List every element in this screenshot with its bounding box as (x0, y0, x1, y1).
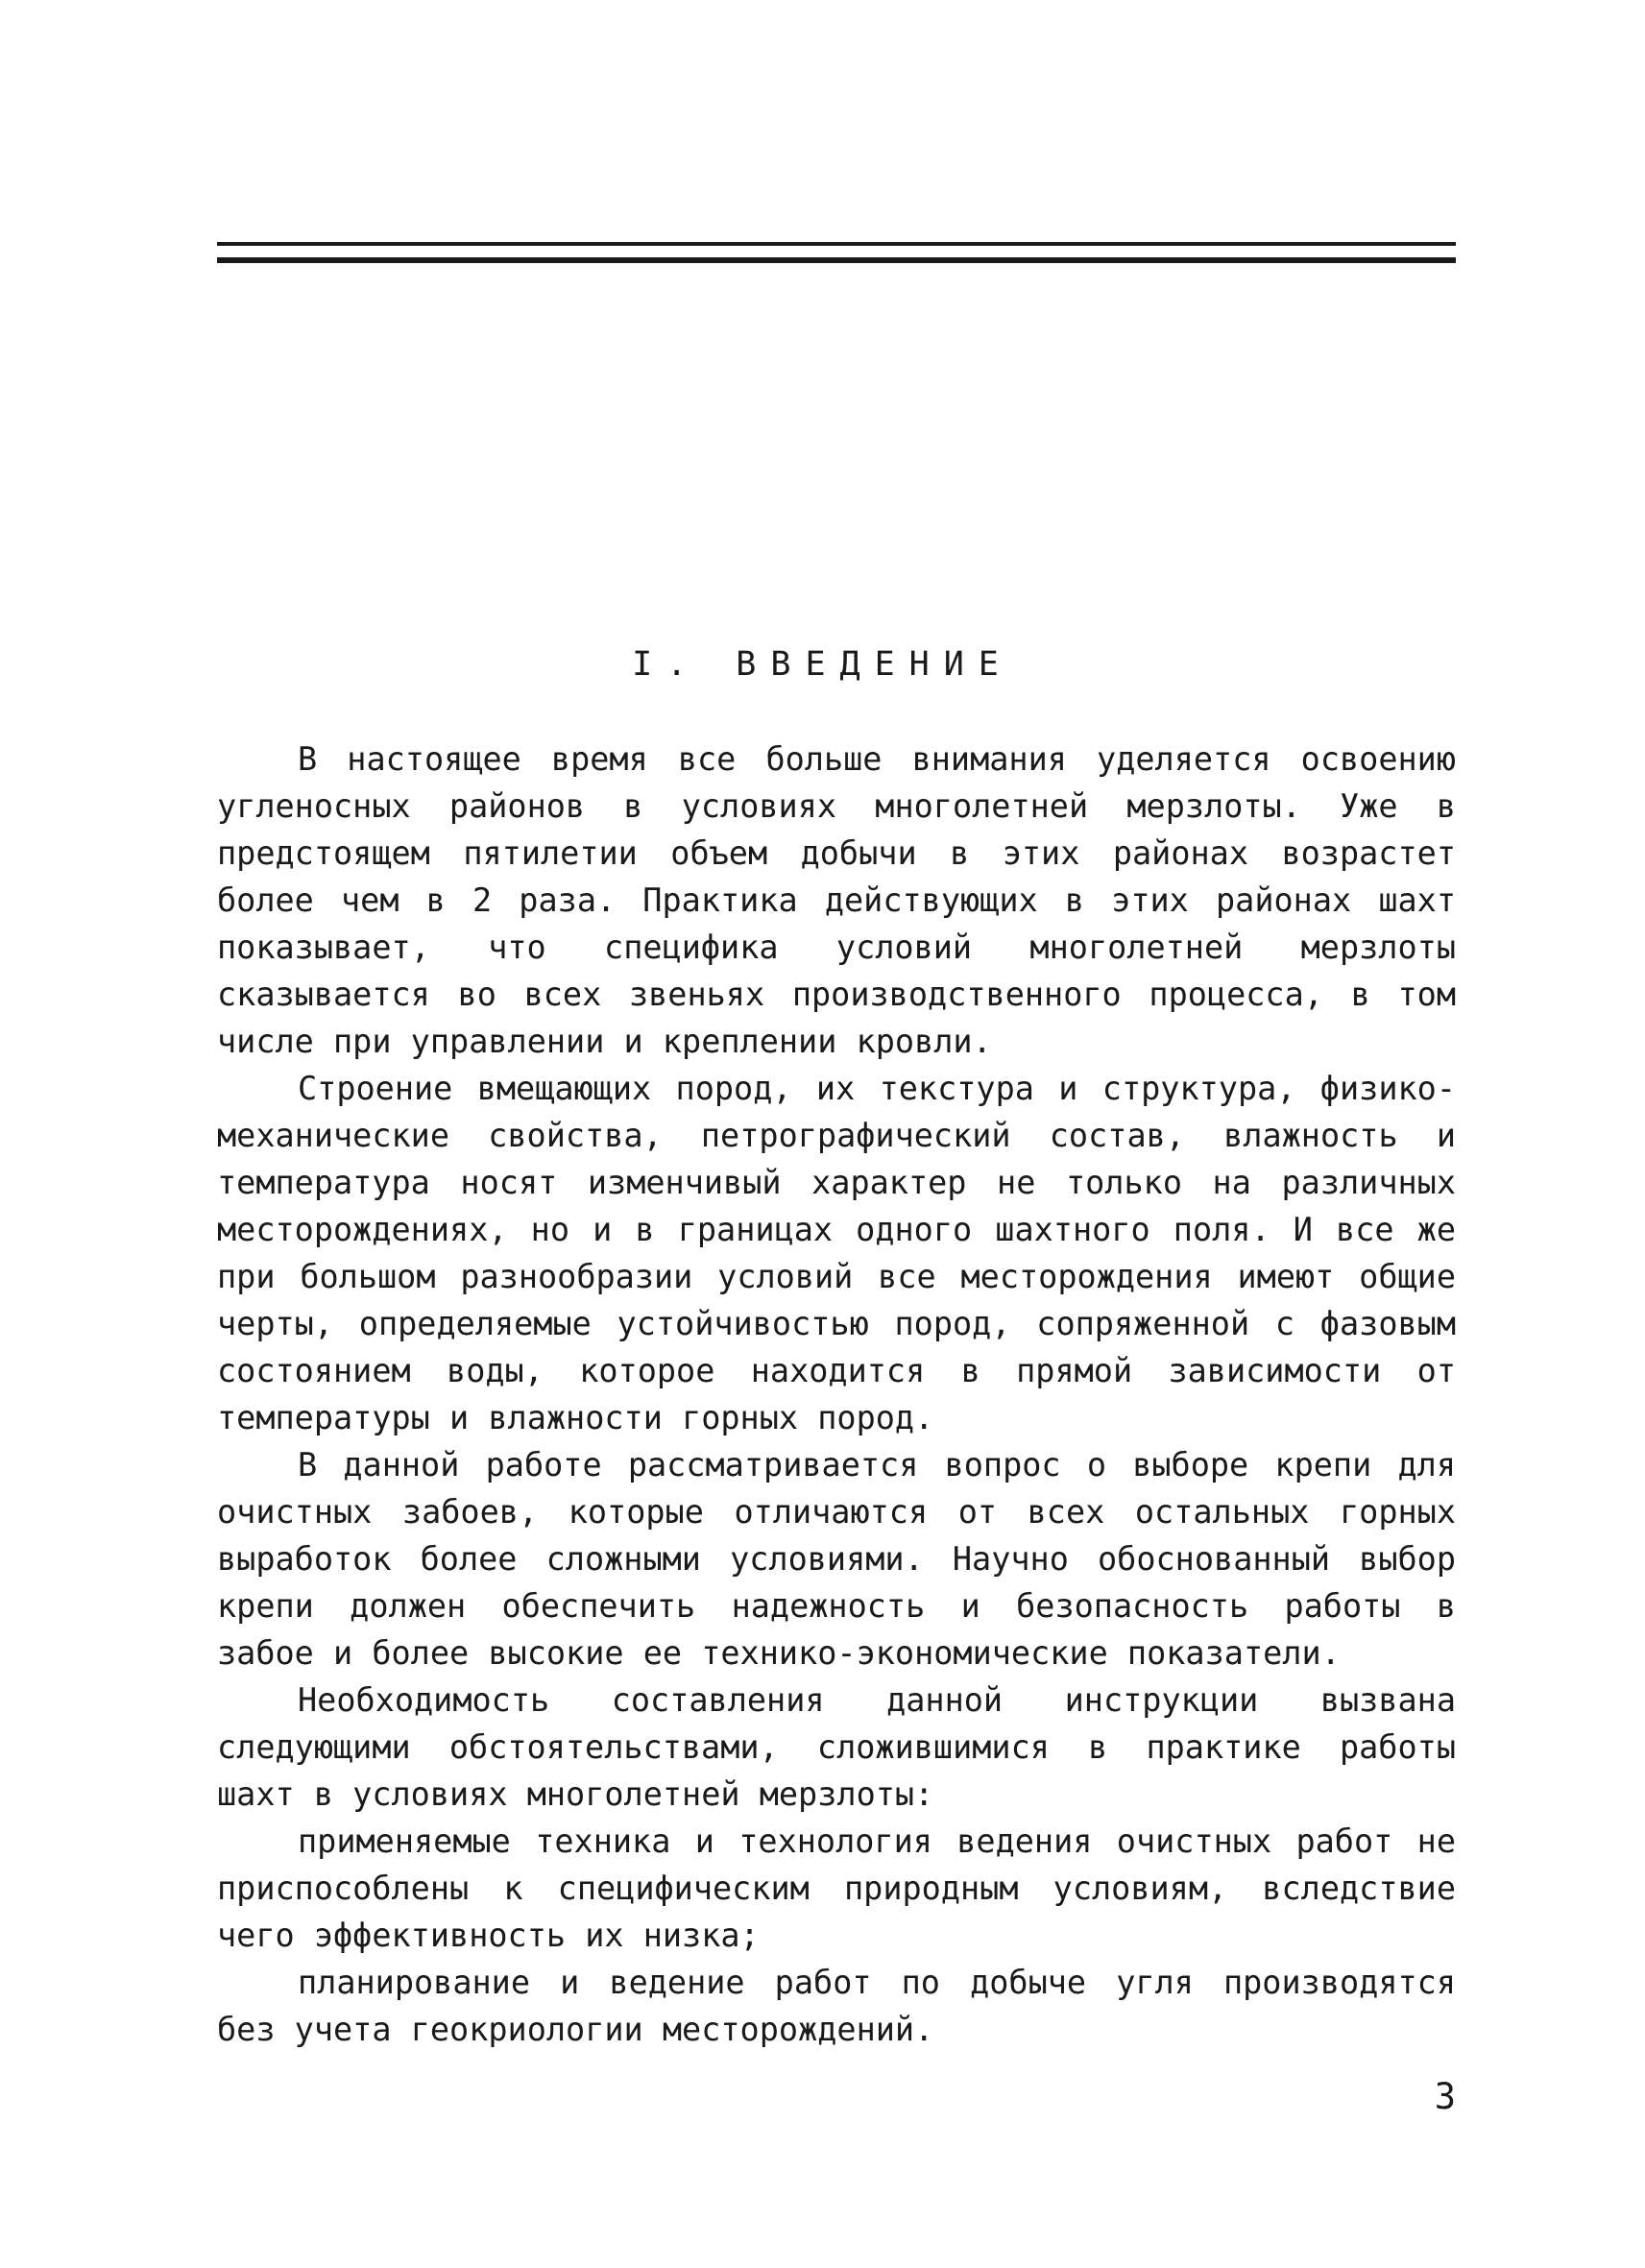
header-rule-top (217, 242, 1456, 246)
paragraph-work-scope: В данной работе рассматривается вопрос о выборе крепи для очистных забоев, которые отличаются от всех остальных горных выработок более сложными условиями. Научно обоснованный выбор крепи должен обеспечить надежность и безопасность работы в забое и более высокие ее технико-экономические показатели. (217, 1446, 1456, 1672)
section-heading: I. ВВЕДЕНИЕ (632, 645, 1013, 684)
header-rule-bottom (217, 257, 1456, 263)
paragraph-intro: В настоящее время все больше внимания уделяется освоению угленосных районов в условиях многолетней мерзлоты. Уже в предстоящем пятилетии объем добычи в этих районах возрастет более чем в 2 раза. Практика действующих в этих районах шахт показывает, что специфика условий многолетней мерзлоты сказывается во всех звеньях производственного процесса, в том числе при управлении и креплении кровли. (217, 740, 1456, 1060)
paragraph-list-item-technique: применяемые техника и технология ведения очистных работ не приспособлены к специфическим природным условиям, вследствие чего эффективность их низка; (217, 1822, 1456, 1954)
paragraph-rock-structure: Строение вмещающих пород, их текстура и структура, физико-механические свойства, петрографический состав, влажность и температура носят изменчивый характер не только на различных месторождениях, но и в границах одного шахтного поля. И все же при большом разнообразии условий все месторождения имеют общие черты, определяемые устойчивостью пород, сопряженной с фазовым состоянием воды, которое находится в прямой зависимости от температуры и влажности горных пород. (217, 1070, 1456, 1436)
body-text (217, 736, 1456, 2053)
page-number: 3 (1434, 2076, 1456, 2117)
paragraph-necessity: Необходимость составления данной инструкции вызвана следующими обстоятельствами, сложившимися в практике работы шахт в условиях многолетней мерзлоты: (217, 1681, 1456, 1813)
paragraph-list-item-planning: планирование и ведение работ по добыче угля производятся без учета геокриологии месторождений. (217, 1964, 1456, 2048)
